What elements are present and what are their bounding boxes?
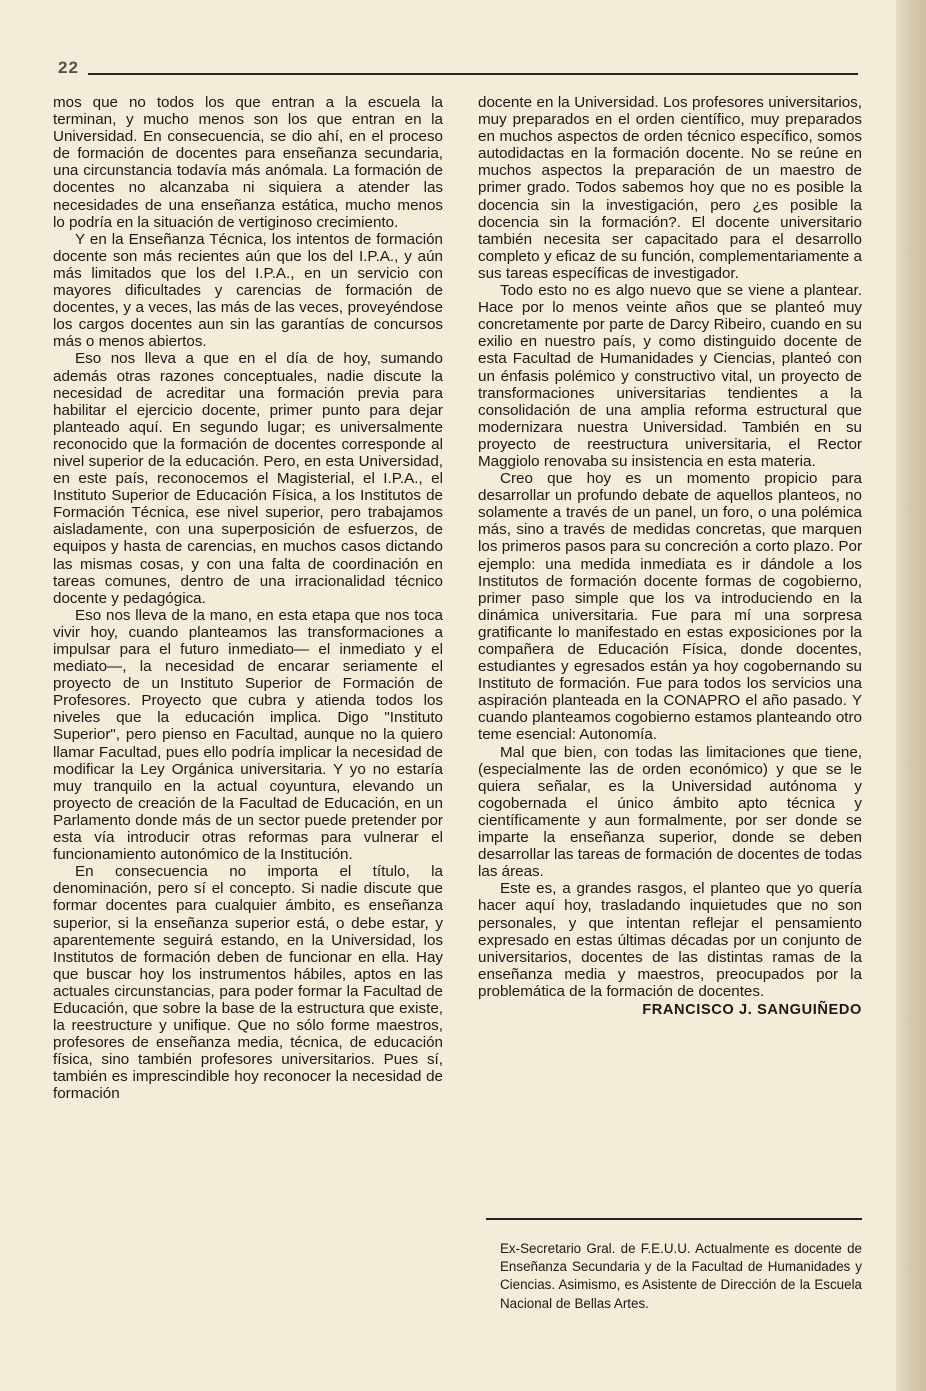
paragraph: En consecuencia no importa el título, la denominación, pero sí el concepto. Si nadie discute que formar docentes para cualquier ámbito, es enseñanza superior, si la enseñanza superior está, o debe estar, y aparentemente seguirá estando, en la Universidad, los Institutos de formación deben de funcionar en ella. Hay que buscar hoy los instrumentos hábiles, aptos en las actuales circunstancias, para poder formar la Facultad de Educación, que sobre la base de la estructura que existe, la reestructure y unifique. Que no sólo forme maestros, profesores de enseñanza media, técnica, de educación física, sino también profesores universitarios. Pues sí, también es imprescindible hoy reconocer la necesidad de formación bbox=[53, 863, 443, 1103]
author-footnote: Ex-Secretario Gral. de F.E.U.U. Actualmente es docente de Enseñanza Secundaria y de la Facultad de Humanidades y Ciencias. Asimismo, es Asistente de Dirección de la Escuela Nacional de Bellas Artes. bbox=[500, 1241, 862, 1311]
book-spine-shadow bbox=[896, 0, 926, 1391]
paragraph: Este es, a grandes rasgos, el planteo que yo quería hacer aquí hoy, trasladando inquietudes que no son personales, y que intentan reflejar el pensamiento expresado en estas últimas décadas por un conjunto de universitarios, docentes de las distintas ramas de la enseñanza media y maestros, preocupados por la problemática de la formación de docentes. bbox=[478, 880, 862, 1000]
paragraph: Creo que hoy es un momento propicio para desarrollar un profundo debate de aquellos planteos, no solamente a través de un panel, un foro, o una polémica más, sino a través de medidas concretas, que marquen los primeros pasos para su concreción a corto plazo. Por ejemplo: una medida inmediata es ir dándole a los Institutos de formación docente formas de cogobierno, primer paso simple que los va introduciendo en la dinámica universitaria. Fue para mí una sorpresa gratificante lo manifestado en estas exposiciones por la compañera de Educación Física, donde docentes, estudiantes y egresados están ya hoy cogobernando su Instituto de formación. Fue para todos los servicios una aspiración planteada en la CONAPRO el año pasado. Y cuando planteamos cogobierno estamos planteando otro teme esencial: Autonomía. bbox=[478, 470, 862, 744]
paragraph: Y en la Enseñanza Técnica, los intentos de formación docente son más recientes aún que los del I.P.A., y aún más limitados que los del I.P.A., en un servicio con mayores dificultades y carencias de formación de docentes, y a veces, las más de las veces, proveyéndose los cargos docentes aun sin las garantías de concursos más o menos abiertos. bbox=[53, 230, 443, 351]
header-rule bbox=[88, 73, 858, 75]
paragraph: Eso nos lleva de la mano, en esta etapa que nos toca vivir hoy, cuando planteamos las transformaciones a impulsar para el futuro inmediato— el inmediato y el mediato—, la necesidad de encarar seriamente el proyecto de un Instituto Superior de Formación de Profesores. Proyecto que cubra y atienda todos los niveles que la educación implica. Digo "Instituto Superior", pero pienso en Facultad, aunque no la quiero llamar Facultad, pues ello podría implicar la necesidad de modificar la Ley Orgánica universitaria. Y yo no estaría muy tranquilo en la actual coyuntura, elevando un proyecto de creación de la Facultad de Educación, en un Parlamento donde más de un sector puede pretender por esta vía introducir otras reformas para vulnerar el funcionamiento autonómico de la Institución. bbox=[53, 606, 443, 864]
footnote-rule bbox=[486, 1218, 862, 1220]
paragraph: docente en la Universidad. Los profesores universitarios, muy preparados en el orden científico, muy preparados en muchos aspectos de orden técnico específico, somos autodidactas en la formación docente. No se reúne en muchos aspectos la preparación de un maestro de primer grado. Todos sabemos hoy que no es posible la docencia sin la investigación, pero ¿es posible la docencia sin la formación?. El docente universitario también necesita ser capacitado para el desarrollo completo y eficaz de su función, complementariamente a sus tareas específicas de investigador. bbox=[478, 94, 862, 282]
page-number: 22 bbox=[58, 58, 79, 77]
paragraph: Todo esto no es algo nuevo que se viene a plantear. Hace por lo menos veinte años que se planteó muy concretamente por parte de Darcy Ribeiro, cuando en su exilio en nuestro país, y como distinguido docente de esta Facultad de Humanidades y Ciencias, planteó con un énfasis polémico y constructivo vital, un proyecto de transformaciones universitarias tendientes a la consolidación de una amplia reforma estructural que modernizara nuestra Universidad. También en su proyecto de reestructura universitaria, el Rector Maggiolo renovaba su insistencia en esta materia. bbox=[478, 282, 862, 470]
paragraph: mos que no todos los que entran a la escuela la terminan, y mucho menos son los que entran en la Universidad. En consecuencia, se dio ahí, en el proceso de formación de docentes para enseñanza secundaria, una circunstancia todavía más anómala. La formación de docentes no alcanzaba ni siquiera a atender las necesidades de una enseñanza estática, mucho menos lo podría en la situación de vertiginoso crecimiento. bbox=[53, 94, 443, 231]
paragraph: Eso nos lleva a que en el día de hoy, sumando además otras razones conceptuales, nadie discute la necesidad de acreditar una formación previa para habilitar el ejercicio docente, primer punto para dejar planteado aquí. En segundo lugar; es universalmente reconocido que la formación de docentes corresponde al nivel superior de la educación. Pero, en esta Universidad, en este país, reconocemos el Magisterial, el I.P.A., el Instituto Superior de Educación Física, a los Institutos de Formación Técnica, ese nivel superior, pero trabajamos aisladamente, con una superposición de esfuerzos, de equipos y hasta de carencias, en muchos casos dictando las mismas cosas, y con una falta de coordinación en tareas comunes, dentro de una irracionalidad técnico docente y pedagógica. bbox=[53, 350, 443, 607]
left-column bbox=[53, 94, 443, 1103]
paragraph: Mal que bien, con todas las limitaciones que tiene, (especialmente las de orden económico) y que se le quiera señalar, es la Universidad autónoma y cogobernada el único ámbito apto técnica y científicamente y aun formalmente, por ser donde se imparte la enseñanza superior, donde se deben desarrollar las tareas de formación de docentes de todas las áreas. bbox=[478, 743, 862, 881]
right-column bbox=[478, 94, 862, 1019]
author-signature: FRANCISCO J. SANGUIÑEDO bbox=[642, 1001, 862, 1018]
